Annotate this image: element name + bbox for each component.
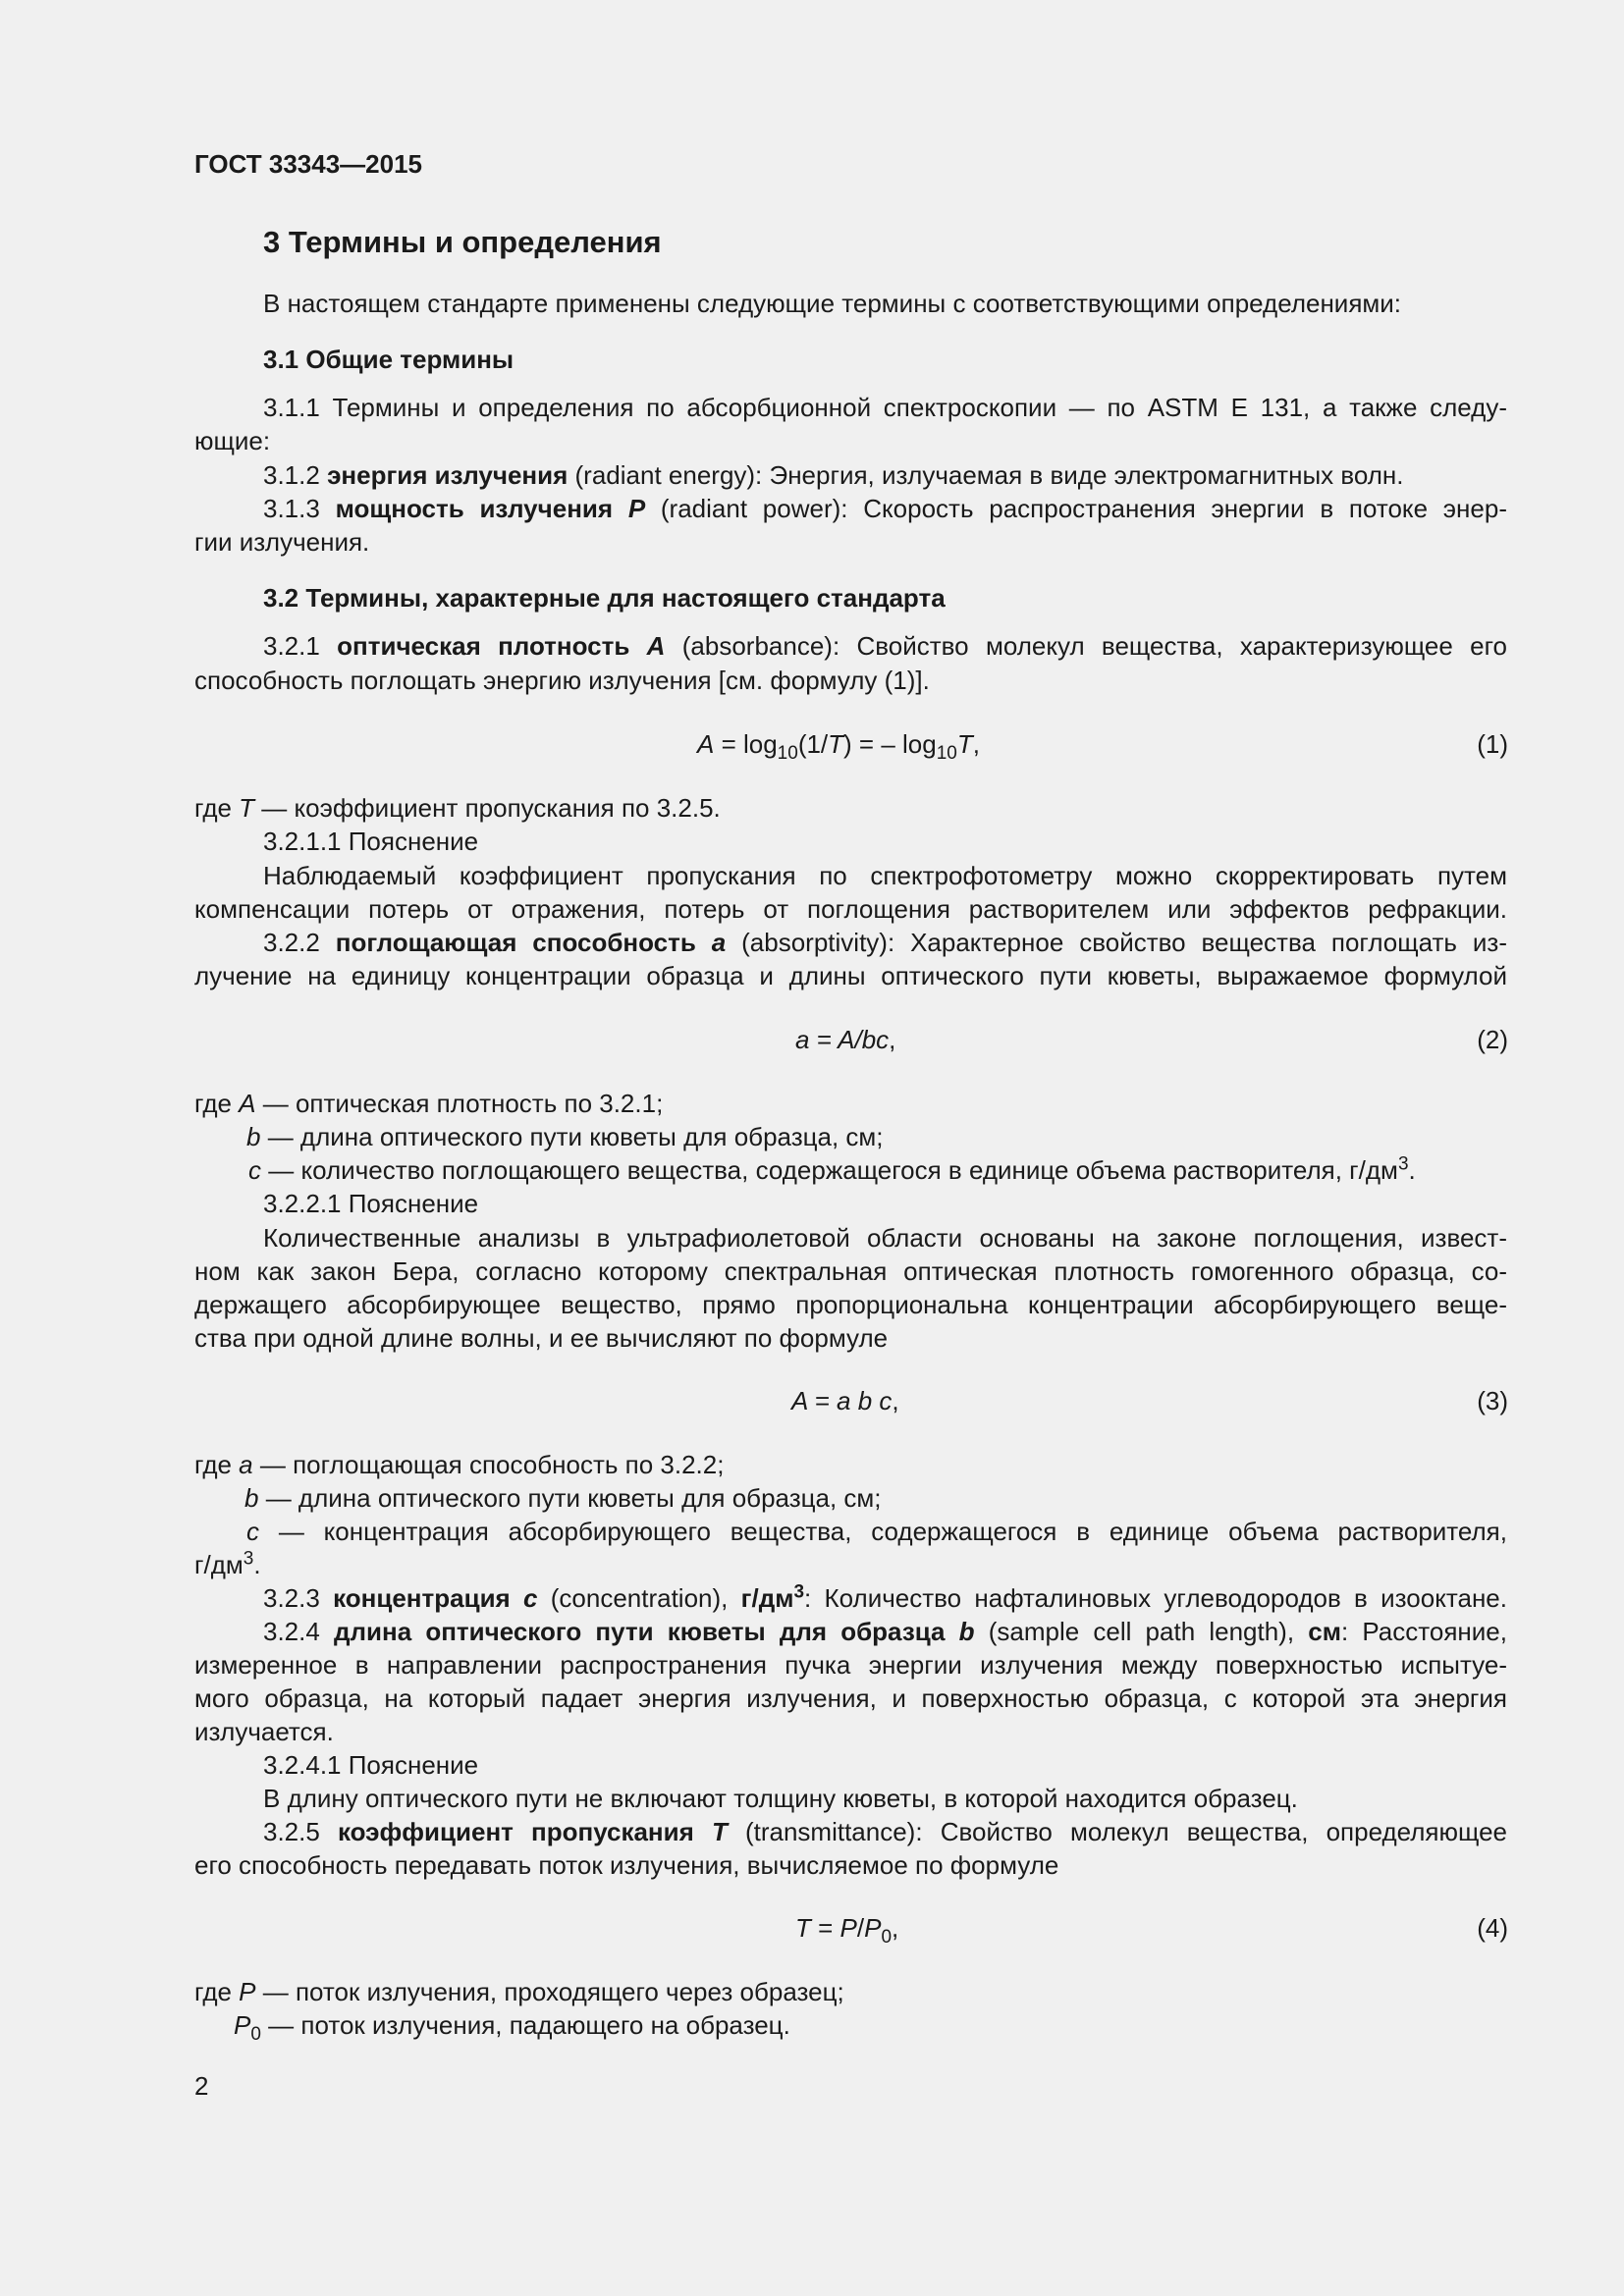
para-3-2-5-line1 [194, 1815, 1507, 1848]
subsection-3-2-title: 3.2 Термины, характерные для настоящего стандарта [263, 583, 946, 613]
term-name: энергия излучения [327, 460, 568, 490]
term-definition: (radiant power): Скорость распространения энергии в потоке энер- [645, 494, 1507, 523]
term-number: 3.2.4 [263, 1617, 334, 1646]
where-4-p: где P — поток излучения, проходящего через образец; [194, 1977, 844, 2006]
section-title: 3 Термины и определения [263, 225, 662, 259]
para-3-2-1-line1 [194, 629, 1507, 663]
para-3-1-3-line1 [194, 492, 1507, 525]
page-number: 2 [194, 2071, 209, 2101]
where-2-a: где A — оптическая плотность по 3.2.1; [194, 1089, 664, 1118]
note-3-2-1-1-line2: компенсации потерь от отражения, потерь от поглощения растворителем или эффектов рефракции. [194, 894, 1507, 924]
term-symbol: A [646, 631, 666, 661]
section-intro: В настоящем стандарте применены следующие термины с соответствующими определениями: [263, 289, 1402, 318]
term-symbol: b [958, 1617, 975, 1646]
term-symbol: T [711, 1817, 728, 1846]
formula-3: A = a b c, [791, 1386, 899, 1415]
term-definition: : Расстояние, [1340, 1617, 1507, 1646]
para-3-2-3: 3.2.3 концентрация c (concentration), $г/дм^3$: Количество нафталиновых углеводородов в изооктане. [263, 1581, 1507, 1613]
note-3-2-2-1-title: 3.2.2.1 Пояснение [263, 1189, 479, 1218]
term-definition: (absorptivity): Характерное свойство вещества поглощать из- [726, 928, 1507, 957]
formula-3-number: (3) [1477, 1386, 1508, 1415]
where-3-b: b — длина оптического пути кюветы для образца, см; [244, 1483, 882, 1513]
where-3-a: где a — поглощающая способность по 3.2.2; [194, 1450, 725, 1479]
para-3-2-4-line1: 3.2.4 длина оптического пути кюветы для образца b (sample cell path length), см: Расстояние, [263, 1617, 1507, 1646]
term-name: концентрация [333, 1583, 523, 1613]
term-number: 3.2.3 [263, 1583, 334, 1613]
formula-1-number: (1) [1477, 729, 1508, 759]
term-number: 3.2.2 [263, 928, 336, 957]
term-definition: : Количество нафталиновых углеводородов в изооктане. [804, 1583, 1507, 1613]
term-definition: (radiant energy): Энергия, излучаемая в виде электромагнитных волн. [568, 460, 1404, 490]
term-definition: (absorbance): Свойство молекул вещества, характеризующее его [665, 631, 1507, 661]
term-number: 3.1.2 [263, 460, 328, 490]
formula-2: a = A/bc, [795, 1025, 896, 1054]
formula-2-number: (2) [1477, 1025, 1508, 1054]
note-3-2-2-1-line4: ства при одной длине волны, и ее вычисляют по формуле [194, 1323, 889, 1353]
term-name: коэффициент пропускания [337, 1817, 712, 1846]
term-symbol: a [711, 928, 727, 957]
note-3-2-2-1-line3: держащего абсорбирующее вещество, прямо пропорциональна концентрации абсорбирующего веще- [194, 1290, 1507, 1319]
note-3-2-2-1-line1: Количественные анализы в ультрафиолетовой области основаны на законе поглощения, извест- [263, 1223, 1507, 1253]
term-name: длина оптического пути кюветы для образца [334, 1617, 959, 1646]
para-3-1-1-line2: ющие: [194, 426, 271, 455]
term-symbol: P [627, 494, 646, 523]
para-3-1-2 [263, 458, 1404, 492]
term-number: 3.2.1 [263, 631, 338, 661]
term-definition: (transmittance): Свойство молекул вещества, определяющее [727, 1817, 1507, 1846]
where-4-p0: $P_0$ — поток излучения, падающего на образец. [234, 2010, 790, 2046]
term-number: 3.2.5 [263, 1817, 338, 1846]
para-3-1-3-line2: гии излучения. [194, 527, 370, 557]
para-3-2-4-line2: измеренное в направлении распространения пучка энергии излучения между поверхностью испытуе- [194, 1650, 1507, 1680]
term-name: поглощающая способность [335, 928, 712, 957]
term-unit: $г/дм^3$ [740, 1581, 805, 1613]
note-3-2-4-1-line1: В длину оптического пути не включают толщину кюветы, в которой находится образец. [263, 1784, 1298, 1813]
para-3-2-5-line2: его способность передавать поток излучения, вычисляемое по формуле [194, 1850, 1059, 1880]
note-3-2-4-1-title: 3.2.4.1 Пояснение [263, 1750, 479, 1780]
term-symbol: c [523, 1583, 538, 1613]
para-3-1-1-line1: 3.1.1 Термины и определения по абсорбционной спектроскопии — по ASTM E 131, а также следу- [263, 393, 1507, 422]
formula-1: $A = \log_{10}(1/T)$ = – $\log_{10}T$, [697, 729, 980, 765]
where-1: где T — коэффициент пропускания по 3.2.5. [194, 793, 721, 823]
para-3-2-2-line1 [194, 926, 1507, 959]
formula-4-number: (4) [1477, 1913, 1508, 1943]
para-3-2-4-line4: излучается. [194, 1717, 334, 1746]
document-code: ГОСТ 33343—2015 [194, 149, 422, 179]
para-3-2-1-line2: способность поглощать энергию излучения [см. формулу (1)]. [194, 666, 930, 695]
note-3-2-2-1-line2: ном как закон Бера, согласно которому спектральная оптическая плотность гомогенного образца, со- [194, 1256, 1507, 1286]
term-name: мощность излучения [335, 494, 628, 523]
where-2-c: c — количество поглощающего вещества, содержащегося в единице объема растворителя, $г/дм^3$. [248, 1153, 1416, 1185]
para-3-2-2-line2: лучение на единицу концентрации образца и длины оптического пути кюветы, выражаемое формулой [194, 961, 1507, 990]
term-number: 3.1.3 [263, 494, 336, 523]
term-name: оптическая плотность [337, 631, 647, 661]
term-unit: см [1308, 1617, 1341, 1646]
para-3-2-4-line3: мого образца, на который падает энергия излучения, и поверхностью образца, с которой эта энергия [194, 1683, 1507, 1713]
where-3-c-line2: $г/дм^3$. [194, 1548, 261, 1579]
where-2-b: b — длина оптического пути кюветы для образца, см; [246, 1122, 884, 1151]
note-3-2-1-1-line1: Наблюдаемый коэффициент пропускания по спектрофотометру можно скорректировать путем [263, 861, 1507, 890]
note-3-2-1-1-title: 3.2.1.1 Пояснение [263, 827, 479, 856]
formula-4: $T = P/P_0$, [795, 1913, 899, 1949]
where-3-c-line1: c — концентрация абсорбирующего вещества, содержащегося в единице объема растворителя, [246, 1517, 1507, 1546]
subsection-3-1-title: 3.1 Общие термины [263, 345, 514, 374]
